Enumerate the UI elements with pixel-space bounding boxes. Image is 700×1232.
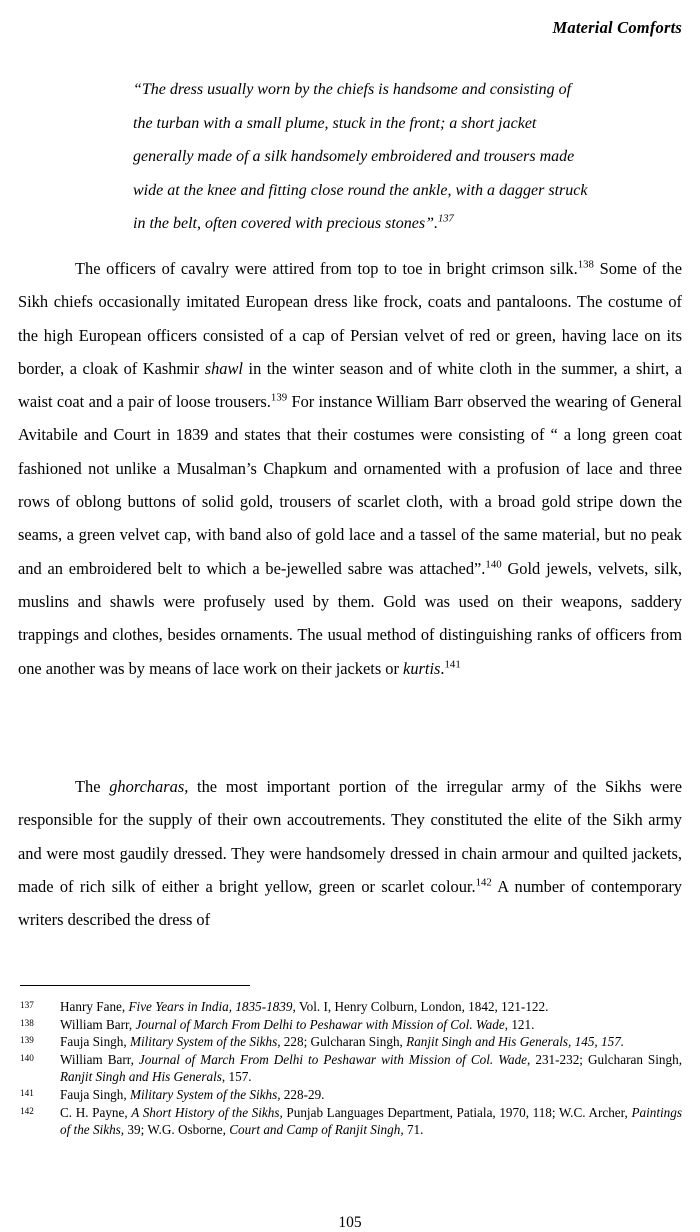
text-run: The	[75, 777, 110, 796]
italic-title: Military System of the Sikhs,	[129, 1034, 281, 1050]
footnote-reference: 141	[444, 658, 461, 671]
text-run: , 157.	[221, 1069, 252, 1085]
text-run: The officers of cavalry were attired from top to toe in bright crimson silk.	[75, 259, 578, 278]
text-run: generally made of a silk handsomely embroidered and trousers made	[133, 148, 575, 165]
footnote-entry	[20, 1086, 682, 1103]
footnote-reference: 140	[485, 558, 502, 571]
text-run: Some of the Sikh chiefs occasionally imitated European dress like frock, coats and pantaloons. The costume of the high European officers consisted of a cap of Persian velvet of red or green, having lace on its border, a cloak of Kashmir	[18, 259, 682, 378]
text-run: C. H. Payne,	[60, 1104, 132, 1120]
block-quotation-line	[133, 140, 682, 174]
footnote-number: 140	[20, 1053, 34, 1064]
footnote-text	[60, 1033, 682, 1050]
italic-title: kurtis	[403, 658, 441, 678]
italic-title: A Short History of the Sikhs,	[131, 1104, 283, 1120]
text-run: “The dress usually worn by the chiefs is handsome and consisting of	[133, 81, 572, 98]
block-quotation	[133, 73, 682, 241]
italic-title: Ranjit Singh and His Generals, 145, 157.	[406, 1034, 625, 1050]
italic-title: Paintings of the Sikhs,	[60, 1104, 682, 1137]
text-run: wide at the knee and fitting close round the ankle, with a dagger struck	[133, 181, 588, 199]
italic-title: Ranjit Singh and His Generals	[60, 1069, 222, 1085]
text-run: .	[440, 658, 445, 678]
italic-title: Military System of the Sikhs,	[129, 1087, 281, 1103]
block-quotation-line	[133, 174, 682, 208]
text-run: William Barr,	[60, 1052, 139, 1068]
text-run: , 231-232; Gulcharan Singh,	[527, 1052, 682, 1068]
footnote-number: 141	[20, 1088, 34, 1099]
text-run: Vol. I, Henry Colburn, London, 1842, 121-122.	[295, 999, 549, 1014]
footnote-reference: 137	[437, 213, 454, 225]
text-run: in the belt, often covered with precious stones”.	[133, 215, 438, 232]
block-quotation-line	[133, 73, 682, 107]
footnote-reference: 138	[577, 258, 594, 271]
text-run: 228; Gulcharan Singh,	[280, 1034, 407, 1050]
italic-title: shawl	[204, 358, 243, 378]
italic-title: ghorcharas,	[109, 777, 189, 796]
text-run: For instance William Barr observed the wearing of General Avitabile and Court in 1839 and states that their costumes were consisting of “ a long green coat fashioned not unlike a Musalman’s Chapkum and ornamented with a profusion of lace and three rows of oblong buttons of solid gold, trousers of scarlet cloth, with a broad gold stripe down the seams, a green velvet cap, with band also of gold lace and a tassel of the same material, but no peak and an embroidered belt to which a be-jewelled sabre was attached”.	[18, 392, 682, 578]
text-run: Fauja Singh,	[60, 1087, 130, 1103]
text-run: 71.	[403, 1121, 424, 1137]
footnote-text	[60, 1051, 682, 1085]
body-paragraph-2	[18, 770, 682, 936]
body-paragraph-1	[18, 252, 682, 685]
text-run: in the winter season and of white cloth in the summer, a shirt, a waist coat and a pair of loose trousers.	[18, 358, 682, 412]
footnote-number: 137	[20, 1000, 34, 1010]
footnote-entry	[20, 998, 682, 1015]
text-run: , 121.	[504, 1016, 535, 1032]
italic-title: Journal of March From Delhi to Peshawar with Mission of Col. Wade	[135, 1016, 505, 1032]
footnote-entry	[20, 1051, 682, 1085]
paragraph-text	[18, 252, 682, 685]
italic-title: Five Years in India, 1835-1839,	[128, 999, 296, 1014]
running-head: Material Comforts	[552, 18, 682, 37]
footnote-number: 142	[20, 1105, 34, 1116]
italic-title: Journal of March From Delhi to Peshawar with Mission of Col. Wade	[138, 1052, 528, 1068]
footnote-text	[60, 998, 682, 1015]
block-quotation-line	[133, 107, 682, 141]
footnote-text	[60, 1104, 682, 1138]
footnote-reference: 139	[270, 391, 288, 404]
footnote-reference: 142	[475, 876, 492, 889]
text-run: the turban with a small plume, stuck in the front; a short jacket	[133, 114, 537, 132]
text-run: the most important portion of the irregular army of the Sikhs were responsible for the supply of their own accoutrements. They constituted the elite of the Sikh army and were most gaudily dressed. They were handsomely dressed in chain armour and quilted jackets, made of rich silk of either a bright yellow, green or scarlet colour.	[18, 777, 682, 896]
footnote-text	[60, 1016, 682, 1033]
footnote-number: 138	[20, 1017, 34, 1028]
footnote-entry	[20, 1033, 682, 1050]
text-run: 39; W.G. Osborne,	[124, 1121, 230, 1137]
text-run: William Barr,	[60, 1016, 136, 1032]
footnote-entry	[20, 1104, 682, 1138]
paragraph-text	[18, 770, 682, 936]
text-run: A number of contemporary writers described the dress of	[18, 876, 682, 930]
text-run: Punjab Languages Department, Patiala, 1970, 118; W.C. Archer,	[282, 1104, 632, 1120]
footnotes-list	[20, 998, 682, 1139]
italic-title: Court and Camp of Ranjit Singh,	[229, 1121, 404, 1137]
footnote-text	[60, 1086, 682, 1103]
block-quotation-line	[133, 207, 682, 241]
text-run: Gold jewels, velvets, silk, muslins and shawls were profusely used by them. Gold was used on their weapons, saddery trappings and clothes, besides ornaments. The usual method of distinguishing ranks of officers from one another was by means of lace work on their jackets or	[18, 558, 682, 678]
footnote-entry	[20, 1016, 682, 1033]
footnote-separator-rule	[20, 985, 250, 986]
text-run: Fauja Singh,	[60, 1034, 130, 1050]
text-run: 228-29.	[280, 1087, 325, 1103]
text-run: Hanry Fane,	[60, 999, 129, 1014]
footnote-number: 139	[20, 1035, 34, 1046]
page-number: 105	[338, 1214, 362, 1231]
